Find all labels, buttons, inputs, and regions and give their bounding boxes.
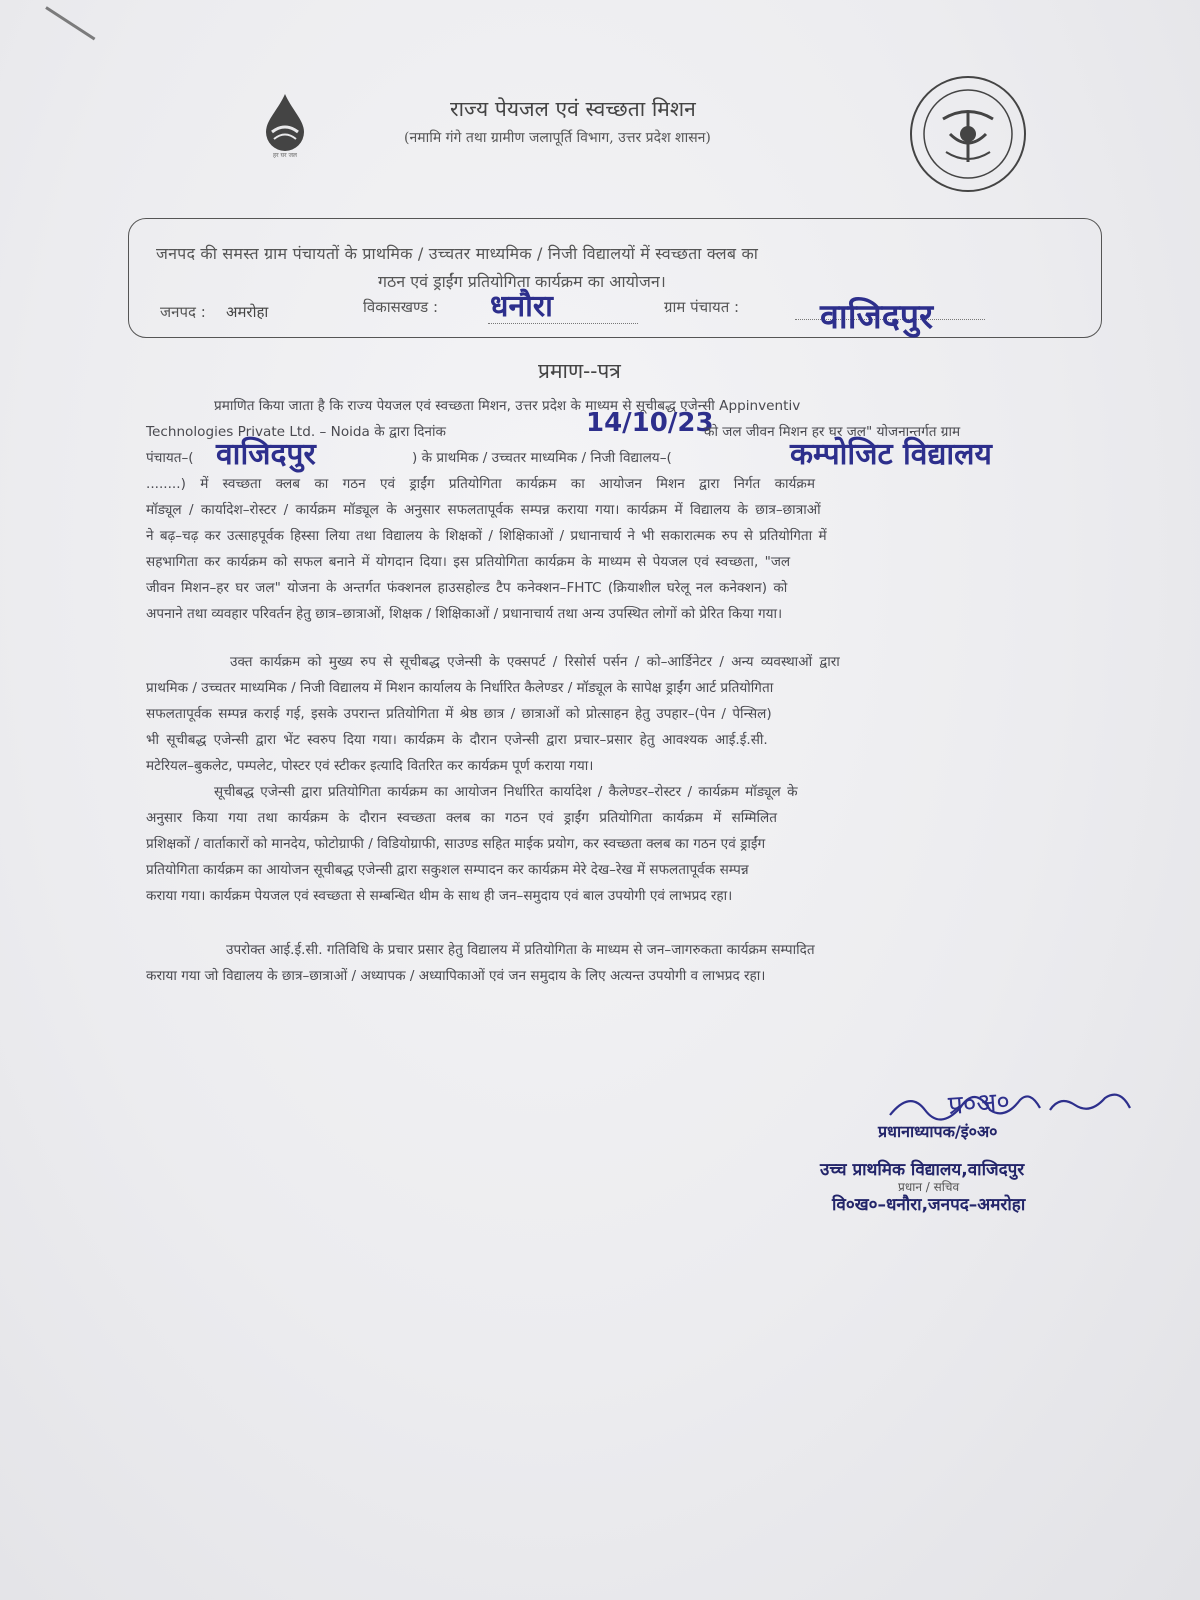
para1-line2b: को जल जीवन मिशन हर घर जल" योजनान्तर्गत ग्राम (704, 424, 961, 440)
para1-line7: सहभागिता कर कार्यक्रम को सफल बनाने में योगदान दिया। इस प्रतियोगिता कार्यक्रम के माध्यम से पेयजल एवं स्वच्छता, "जल (146, 554, 791, 570)
para1-line8: जीवन मिशन–हर घर जल" योजना के अन्तर्गत फंक्शनल हाउसहोल्ड टैप कनेक्शन–FHTC (क्रियाशील घरेलू नल कनेक्शन) को (146, 580, 788, 596)
para1-line3b: ) के प्राथमिक / उच्चतर माध्यमिक / निजी विद्यालय–( (412, 450, 672, 466)
para1-line1: प्रमाणित किया जाता है कि राज्य पेयजल एवं स्वच्छता मिशन, उत्तर प्रदेश के माध्यम से सूचीबद्ध एजेन्सी Appinventiv (214, 398, 801, 414)
para2-line5: मटेरियल–बुकलेट, पम्पलेट, पोस्टर एवं स्टीकर इत्यादि वितरित कर कार्यक्रम पूर्ण कराया गया। (146, 758, 594, 774)
district-value: अमरोहा (226, 303, 269, 321)
pen-mark (45, 6, 95, 40)
water-drop-icon (262, 92, 308, 152)
logo-caption: हर घर जल (273, 152, 297, 159)
up-government-seal (908, 74, 1028, 194)
gp-handwritten: वाजिदपुर (216, 437, 316, 472)
stamp-block-district: वि०ख०–धनौरा,जनपद–अमरोहा (832, 1195, 1026, 1215)
school-name-handwritten: कम्पोजिट विद्यालय (790, 437, 992, 472)
date-handwritten: 14/10/23 (586, 408, 714, 438)
para3-line2: अनुसार किया गया तथा कार्यक्रम के दौरान स्वच्छता क्लब का गठन एवं ड्राईंग प्रतियोगिता कार्यक्रम में सम्मिलित (146, 810, 778, 826)
district-label: जनपद : (160, 303, 206, 321)
para1-line9: अपनाने तथा व्यवहार परिवर्तन हेतु छात्र–छात्राओं, शिक्षक / शिक्षिकाओं / प्रधानाचार्य तथा अन्य उपस्थित लोगों को प्रेरित किया गया। (146, 606, 783, 622)
topic-line-1: जनपद की समस्त ग्राम पंचायतों के प्राथमिक / उच्चतर माध्यमिक / निजी विद्यालयों में स्वच्छता क्लब का (156, 244, 759, 263)
block-dotted-line (488, 322, 638, 324)
block-label: विकासखण्ड : (363, 298, 439, 316)
gram-panchayat-label: ग्राम पंचायत : (664, 298, 740, 316)
mission-subtitle: (नमामि गंगे तथा ग्रामीण जलापूर्ति विभाग, उत्तर प्रदेश शासन) (404, 130, 711, 146)
stamp-school: उच्च प्राथमिक विद्यालय,वाजिदपुर (820, 1160, 1025, 1180)
har-ghar-jal-logo (250, 92, 320, 160)
topic-line-2: गठन एवं ड्राईंग प्रतियोगिता कार्यक्रम का आयोजन। (378, 272, 666, 291)
certificate-title: प्रमाण--पत्र (538, 359, 621, 383)
para3-line1: सूचीबद्ध एजेन्सी द्वारा प्रतियोगिता कार्यक्रम का आयोजन निर्धारित कार्यादेश / कैलेण्डर–रोस्टर / कार्यक्रम मॉड्यूल के (214, 784, 798, 800)
para3-line4: प्रतियोगिता कार्यक्रम का आयोजन सूचीबद्ध एजेन्सी द्वारा सकुशल सम्पादन कर कार्यक्रम मेरे देख–रेख में सफलतापूर्वक सम्पन्न (146, 862, 749, 878)
para1-line3a: पंचायत–( (146, 450, 194, 466)
para3-line3: प्रशिक्षकों / वार्ताकारों को मानदेय, फोटोग्राफी / विडियोग्राफी, साउण्ड सहित माईक प्रयोग, कर स्वच्छता क्लब का गठन एवं ड्राईंग (146, 836, 766, 852)
para4-line2: कराया गया जो विद्यालय के छात्र–छात्राओं / अध्यापक / अध्यापिकाओं एवं जन समुदाय के लिए अत्यन्त उपयोगी व लाभप्रद रहा। (146, 968, 766, 984)
gram-panchayat-value-handwritten: वाजिदपुर (820, 297, 934, 337)
para1-line6: ने बढ़–चढ़ कर उत्साहपूर्वक हिस्सा लिया तथा विद्यालय के शिक्षकों / शिक्षिकाओं / प्रधानाचार्य ने भी सकारात्मक रुप से प्रतियोगिता में (146, 528, 827, 544)
para2-line2: प्राथमिक / उच्चतर माध्यमिक / निजी विद्यालय में मिशन कार्यालय के निर्धारित कैलेण्डर / मॉड्यूल के सापेक्ष ड्राईंग आर्ट प्रतियोगिता (146, 680, 774, 696)
para2-line3: सफलतापूर्वक सम्पन्न कराई गई, इसके उपरान्त प्रतियोगिता में श्रेष्ठ छात्र / छात्राओं को प्रोत्साहन हेतु उपहार–(पेन / पेन्सिल) (146, 706, 772, 722)
signature-scribble: प्र०अ० (947, 1086, 1011, 1122)
para4-line1: उपरोक्त आई.ई.सी. गतिविधि के प्रचार प्रसार हेतु विद्यालय में प्रतियोगिता के माध्यम से जन–जागरुकता कार्यक्रम सम्पादित (226, 942, 815, 958)
para2-line4: भी सूचीबद्ध एजेन्सी द्वारा भेंट स्वरुप दिया गया। कार्यक्रम के दौरान एजेन्सी द्वारा प्रचार–प्रसार हेतु आवश्यक आई.ई.सी. (146, 732, 768, 748)
para1-line2a: Technologies Private Ltd. – Noida के द्वारा दिनांक (146, 424, 446, 440)
mission-title: राज्य पेयजल एवं स्वच्छता मिशन (450, 97, 696, 121)
para2-line1: उक्त कार्यक्रम को मुख्य रुप से सूचीबद्ध एजेन्सी के एक्सपर्ट / रिसोर्स पर्सन / को–आर्डिनेटर / अन्य व्यवस्थाओं द्वारा (230, 654, 840, 670)
para3-line5: कराया गया। कार्यक्रम पेयजल एवं स्वच्छता से सम्बन्धित थीम के साथ ही जन–समुदाय एवं बाल उपयोगी एवं लाभप्रद रहा। (146, 888, 733, 904)
stamp-designation: प्रधानाध्यापक/इं०अ० (878, 1122, 998, 1141)
printed-role: प्रधान / सचिव (898, 1180, 960, 1194)
block-value-handwritten: धनौरा (490, 289, 553, 324)
para1-line4: ........) में स्वच्छता क्लब का गठन एवं ड्राईंग प्रतियोगिता कार्यक्रम का आयोजन मिशन द्वारा निर्गत कार्यक्रम (146, 476, 815, 492)
para1-line5: मॉड्यूल / कार्यादेश–रोस्टर / कार्यक्रम मॉड्यूल के अनुसार सफलतापूर्वक सम्पन्न कराया गया। कार्यक्रम में विद्यालय के छात्र–छात्राओं (146, 502, 821, 518)
